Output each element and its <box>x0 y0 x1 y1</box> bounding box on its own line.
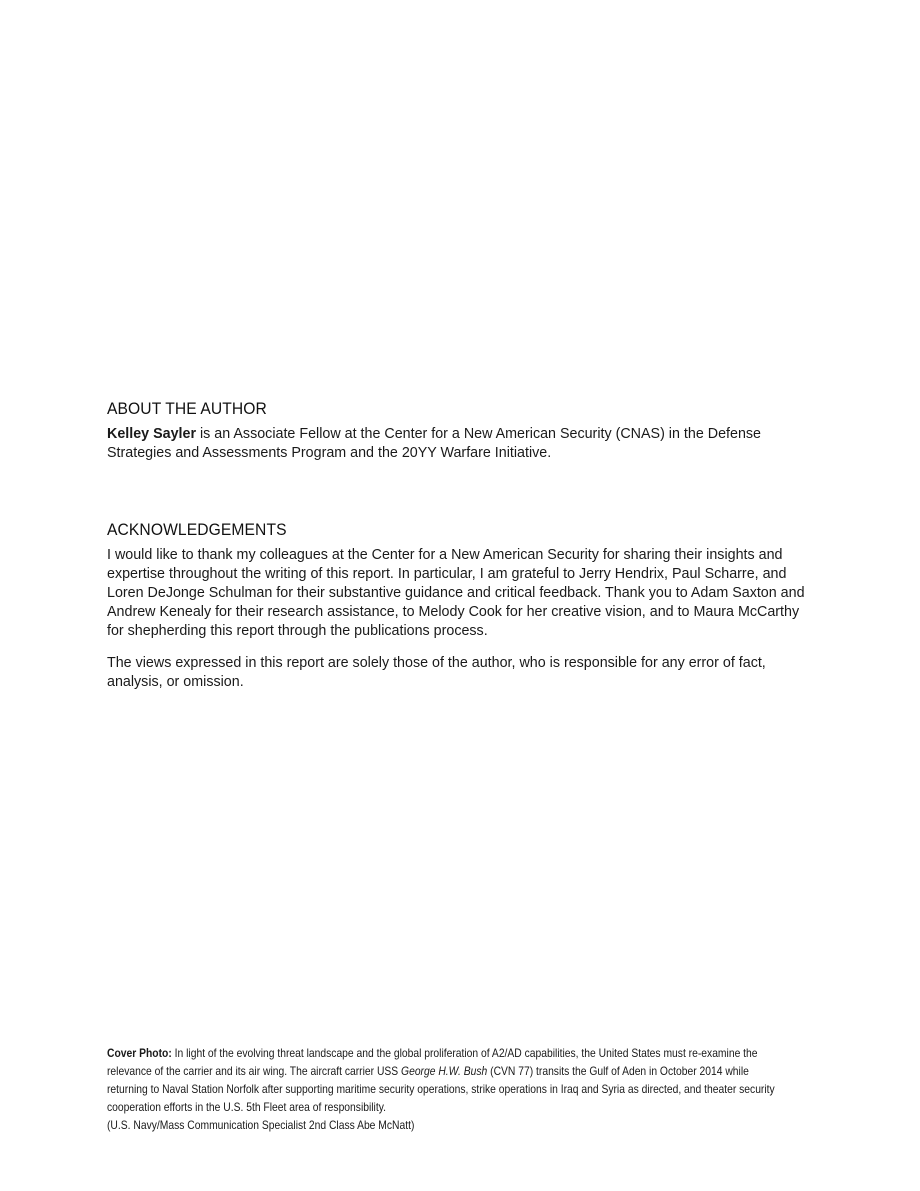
cover-photo-caption <box>107 1044 797 1134</box>
cover-photo-text <box>107 1044 786 1116</box>
photo-credit: (U.S. Navy/Mass Communication Specialist 2nd Class Abe McNatt) <box>107 1118 415 1132</box>
ship-name: George H.W. Bush <box>401 1064 488 1078</box>
cover-photo-text-before: In light of the evolving threat landscape and the global proliferation of A2/AD capabilities, the United States must re-examine the relevance of the carrier and its air wing. The aircraft carrier USS <box>107 1046 758 1078</box>
cover-photo-text-after: (CVN 77) transits the Gulf of Aden in October 2014 while returning to Naval Station Norfolk after supporting maritime security operations, strike operations in Iraq and Syria as directed, and theater security cooperation efforts in the U.S. 5th Fleet area of responsibility. <box>107 1064 775 1114</box>
author-name: Kelley Sayler <box>107 426 197 442</box>
author-bio <box>107 425 807 463</box>
cover-photo-label: Cover Photo: <box>107 1046 172 1060</box>
acknowledgements-section <box>107 520 807 692</box>
about-heading: ABOUT THE AUTHOR <box>107 399 267 418</box>
acknowledgements-paragraph-1: I would like to thank my colleagues at the Center for a New American Security for sharing their insights and expertise throughout the writing of this report. In particular, I am grateful to Jerry Hendrix, Paul Scharre, and Loren DeJonge Schulman for their substantive guidance and critical feedback. Thank you to Adam Saxton and Andrew Kenealy for their research assistance, to Melody Cook for her creative vision, and to Maura McCarthy for shepherding this report through the publications process. <box>107 547 805 639</box>
acknowledgements-heading: ACKNOWLEDGEMENTS <box>107 520 287 539</box>
author-bio-text: is an Associate Fellow at the Center for a New American Security (CNAS) in the Defense Strategies and Assessments Program and the 20YY Warfare Initiative. <box>107 426 762 461</box>
acknowledgements-paragraph-2: The views expressed in this report are solely those of the author, who is responsible for any error of fact, analysis, or omission. <box>107 655 766 690</box>
about-the-author-section <box>107 399 807 463</box>
